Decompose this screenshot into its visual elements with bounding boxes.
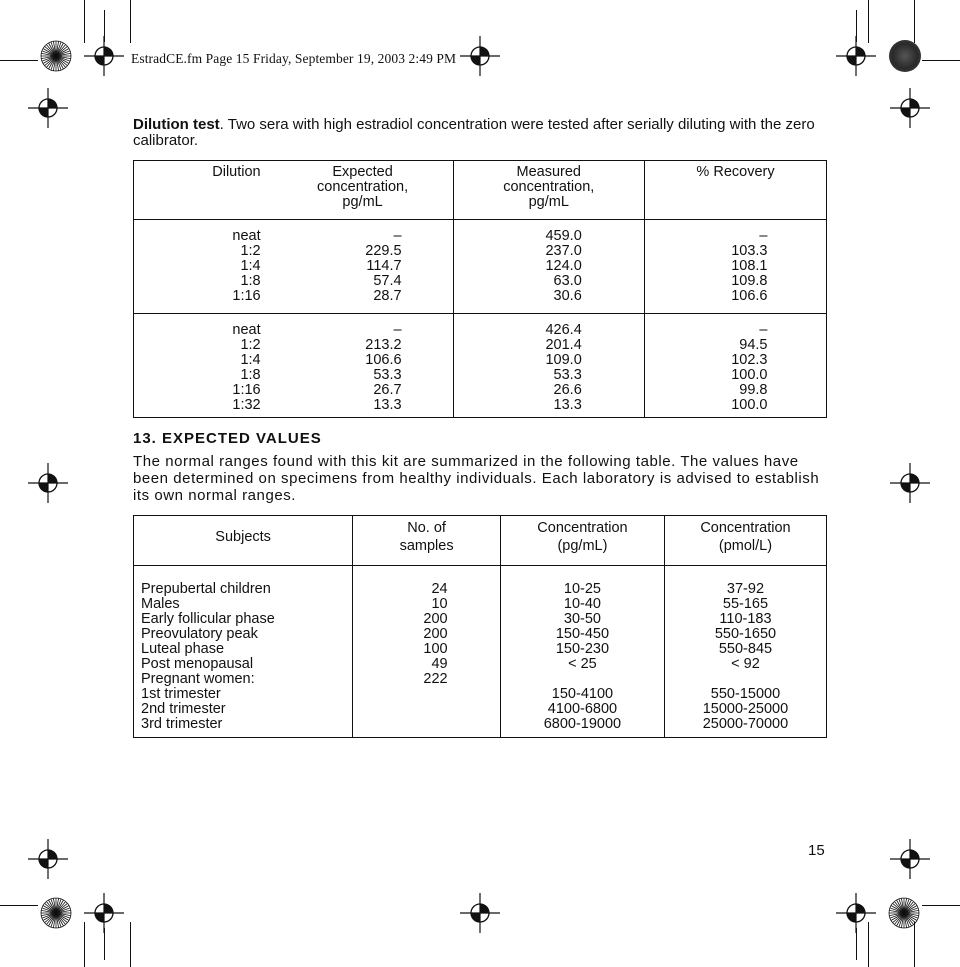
cell-value: 114.7 (366, 258, 402, 274)
table-cell (664, 566, 826, 598)
print-header: EstradCE.fm Page 15 Friday, September 19, 2003 2:49 PM (131, 51, 457, 66)
table-cell (134, 274, 273, 289)
cell-value: Early follicular phase (141, 611, 275, 627)
cell-value: 100.0 (731, 397, 768, 413)
table-row (134, 383, 827, 398)
cell-value: – (759, 228, 768, 244)
table-cell (134, 642, 353, 657)
table-row (134, 220, 827, 245)
crop-line (0, 905, 38, 906)
cell-value: 1st trimester (141, 686, 221, 702)
registration-mark-glyph (460, 36, 500, 76)
table-cell (645, 368, 827, 383)
registration-mark (84, 36, 124, 76)
crop-line (922, 905, 960, 906)
cell-value: 3rd trimester (141, 716, 223, 732)
table-row (134, 274, 827, 289)
registration-mark (890, 839, 930, 879)
table-cell (134, 398, 273, 418)
table-cell (134, 657, 353, 672)
table-cell (273, 383, 453, 398)
registration-mark (84, 893, 124, 933)
cell-value: 57.4 (373, 273, 402, 289)
cell-value: < 92 (731, 656, 760, 672)
registration-mark (460, 36, 500, 76)
table-row (134, 612, 827, 627)
cell-value: 10-25 (563, 581, 601, 597)
cell-value: 109.0 (545, 352, 582, 368)
cell-value: 1:16 (232, 382, 261, 398)
registration-mark (836, 893, 876, 933)
cell-value: 200 (423, 626, 448, 642)
cell-value: Pregnant women: (141, 671, 255, 687)
cell-value: 30.6 (553, 288, 582, 304)
column-header (664, 516, 826, 566)
cell-value: 550-15000 (710, 686, 781, 702)
cell-value: 213.2 (365, 337, 402, 353)
dilution-intro-title: Dilution test (133, 116, 220, 133)
cell-value: 106.6 (731, 288, 768, 304)
registration-mark-glyph (890, 839, 930, 879)
cell-value: 13.3 (553, 397, 582, 413)
column-header-line: Expected (332, 164, 393, 180)
table-cell (500, 566, 664, 598)
column-header-line: Measured (516, 164, 581, 180)
cell-value: Preovulatory peak (141, 626, 258, 642)
cell-value: 55-165 (722, 596, 769, 612)
cell-value: 150-450 (555, 626, 610, 642)
column-header-line: pg/mL (342, 194, 383, 210)
cell-value: 426.4 (545, 322, 582, 338)
table-cell (500, 597, 664, 612)
table-cell (664, 627, 826, 642)
cell-value: 10-40 (563, 596, 601, 612)
table-cell (353, 566, 501, 598)
star-target-bottom-right (888, 897, 920, 929)
table-row (134, 717, 827, 738)
cell-value: Post menopausal (141, 656, 254, 672)
table-cell (645, 314, 827, 339)
table-cell (134, 702, 353, 717)
dilution-intro (133, 117, 833, 149)
table-cell (353, 642, 501, 657)
table-cell (664, 597, 826, 612)
cell-value: – (759, 322, 768, 338)
table-cell (453, 368, 645, 383)
table-cell (353, 627, 501, 642)
reference-ranges-table (133, 515, 827, 738)
cell-value: 550-845 (718, 641, 773, 657)
table-cell (134, 220, 273, 245)
registration-mark-glyph (460, 893, 500, 933)
cell-value: 109.8 (731, 273, 768, 289)
cell-value: 150-4100 (551, 686, 614, 702)
cell-value: neat (232, 228, 261, 244)
crop-line (0, 60, 38, 61)
column-header-line: (pg/mL) (557, 538, 608, 554)
table-row (134, 642, 827, 657)
table-cell (353, 702, 501, 717)
table-cell (500, 687, 664, 702)
table-cell (353, 717, 501, 738)
table-cell (664, 687, 826, 702)
star-target-top-left-glyph (40, 40, 72, 72)
cell-value: 108.1 (731, 258, 768, 274)
cell-value: 1:2 (240, 243, 261, 259)
column-header (453, 161, 645, 220)
cell-value: 63.0 (553, 273, 582, 289)
column-header-line: Concentration (537, 520, 628, 536)
table-cell (134, 259, 273, 274)
table-cell (134, 244, 273, 259)
column-header (134, 516, 353, 566)
registration-mark (836, 36, 876, 76)
table-cell (664, 657, 826, 672)
column-header-line: % Recovery (696, 164, 775, 180)
column-header (645, 161, 827, 220)
table-cell (664, 672, 826, 687)
cell-value: 1:8 (240, 273, 261, 289)
registration-mark (890, 88, 930, 128)
column-header-line: (pmol/L) (718, 538, 773, 554)
table-cell (453, 353, 645, 368)
column-header-line: Concentration (700, 520, 791, 536)
registration-mark-glyph (84, 36, 124, 76)
crop-line (130, 922, 131, 967)
table-cell (500, 702, 664, 717)
table-cell (645, 398, 827, 418)
table-row (134, 597, 827, 612)
cell-value: < 25 (568, 656, 597, 672)
registration-mark-glyph (28, 88, 68, 128)
registration-mark-glyph (28, 839, 68, 879)
cell-value: 102.3 (731, 352, 768, 368)
table-row (134, 259, 827, 274)
table-cell (273, 353, 453, 368)
column-header-line: concentration, (503, 179, 595, 195)
table-cell (645, 220, 827, 245)
cell-value: 459.0 (545, 228, 582, 244)
column-header (134, 161, 273, 220)
table-cell (273, 398, 453, 418)
table-cell (453, 398, 645, 418)
table-row (134, 702, 827, 717)
cell-value: 26.7 (373, 382, 402, 398)
table-cell (134, 368, 273, 383)
registration-mark (28, 463, 68, 503)
cell-value: 53.3 (373, 367, 402, 383)
cell-value: 103.3 (731, 243, 768, 259)
cell-value: 13.3 (373, 397, 402, 413)
table-cell (134, 627, 353, 642)
table-cell (645, 353, 827, 368)
cell-value: 94.5 (739, 337, 768, 353)
table-cell (664, 717, 826, 738)
cell-value: 99.8 (739, 382, 768, 398)
table-cell (500, 657, 664, 672)
cell-value: 15000-25000 (702, 701, 789, 717)
cell-value: 1:4 (240, 258, 261, 274)
page-number: 15 (808, 842, 825, 859)
table-row (134, 566, 827, 598)
cell-value: 100 (423, 641, 448, 657)
table-row (134, 314, 827, 339)
registration-mark (28, 839, 68, 879)
table-cell (453, 220, 645, 245)
dilution-table (133, 160, 827, 418)
table-row (134, 244, 827, 259)
table-cell (273, 289, 453, 314)
section-heading: 13. EXPECTED VALUES (133, 430, 322, 447)
cell-value: neat (232, 322, 261, 338)
cell-value: 237.0 (545, 243, 582, 259)
table-cell (645, 244, 827, 259)
dilution-intro-text: . Two sera with high estradiol concentration were tested after serially diluting with the zero calibrator. (133, 116, 815, 149)
table-row (134, 672, 827, 687)
table-cell (273, 244, 453, 259)
table-row (134, 338, 827, 353)
cell-value: 10 (431, 596, 448, 612)
cell-value: Luteal phase (141, 641, 225, 657)
cell-value: 100.0 (731, 367, 768, 383)
table-cell (134, 597, 353, 612)
table-cell (134, 687, 353, 702)
registration-mark (890, 463, 930, 503)
table-cell (453, 338, 645, 353)
cell-value: 229.5 (365, 243, 402, 259)
table-cell (645, 289, 827, 314)
table-cell (273, 274, 453, 289)
cell-value: 4100-6800 (547, 701, 618, 717)
table-cell (134, 383, 273, 398)
table-cell (134, 612, 353, 627)
table-cell (353, 597, 501, 612)
table-cell (134, 289, 273, 314)
column-header-line: pg/mL (528, 194, 569, 210)
cell-value: 25000-70000 (702, 716, 789, 732)
column-header-line: concentration, (317, 179, 409, 195)
table-cell (664, 642, 826, 657)
table-cell (134, 353, 273, 368)
table-row (134, 368, 827, 383)
crop-line (130, 0, 131, 43)
table-cell (645, 274, 827, 289)
crop-line (922, 60, 960, 61)
table-cell (664, 702, 826, 717)
table-cell (453, 314, 645, 339)
table-cell (453, 259, 645, 274)
cell-value: 30-50 (563, 611, 601, 627)
table-cell (500, 612, 664, 627)
star-target-bottom-left-glyph (40, 897, 72, 929)
cell-value: 49 (431, 656, 448, 672)
table-cell (453, 274, 645, 289)
cell-value: 1:32 (232, 397, 261, 413)
table-row (134, 657, 827, 672)
cell-value: – (393, 322, 402, 338)
cell-value: 2nd trimester (141, 701, 226, 717)
table-cell (353, 612, 501, 627)
column-header-line: Subjects (215, 529, 271, 545)
star-target-bottom-right-glyph (888, 897, 920, 929)
cell-value: 26.6 (553, 382, 582, 398)
cell-value: 1:4 (240, 352, 261, 368)
table-cell (664, 612, 826, 627)
cell-value: 24 (431, 581, 448, 597)
cell-value: 222 (423, 671, 448, 687)
table-cell (134, 672, 353, 687)
cell-value: 200 (423, 611, 448, 627)
cell-value: 124.0 (545, 258, 582, 274)
table-cell (134, 717, 353, 738)
table-row (134, 627, 827, 642)
table-cell (353, 657, 501, 672)
table-cell (273, 338, 453, 353)
table-cell (645, 338, 827, 353)
registration-mark-glyph (890, 463, 930, 503)
star-target-top-left (40, 40, 72, 72)
grey-target-top-right (889, 40, 921, 72)
cell-value: 110-183 (719, 611, 772, 627)
crop-line (914, 0, 915, 43)
cell-value: 37-92 (726, 581, 765, 597)
column-header (353, 516, 501, 566)
cell-value: Males (141, 596, 180, 612)
table-cell (453, 289, 645, 314)
table-cell (273, 368, 453, 383)
table-row (134, 687, 827, 702)
cell-value: Prepubertal children (141, 581, 271, 597)
registration-mark-glyph (836, 36, 876, 76)
star-target-bottom-left (40, 897, 72, 929)
table-cell (273, 259, 453, 274)
cell-value: 53.3 (553, 367, 582, 383)
cell-value: 6800-19000 (543, 716, 622, 732)
column-header (500, 516, 664, 566)
table-cell (353, 672, 501, 687)
dilution-table-header (134, 161, 827, 220)
table-cell (453, 383, 645, 398)
section-body: The normal ranges found with this kit are summarized in the following table. The values have been determined on specimens from healthy individuals. Each laboratory is advised to establish its own normal ranges. (133, 453, 820, 504)
registration-mark-glyph (84, 893, 124, 933)
registration-mark (460, 893, 500, 933)
column-header-line: samples (399, 538, 454, 554)
table-row (134, 398, 827, 418)
table-cell (134, 566, 353, 598)
table-cell (500, 642, 664, 657)
cell-value: 1:8 (240, 367, 261, 383)
cell-value: 28.7 (373, 288, 402, 304)
cell-value: 1:16 (232, 288, 261, 304)
table-cell (353, 687, 501, 702)
table-row (134, 289, 827, 314)
cell-value: 550-1650 (714, 626, 777, 642)
table-cell (273, 220, 453, 245)
reference-table-header (134, 516, 827, 566)
registration-mark-glyph (28, 463, 68, 503)
table-cell (645, 259, 827, 274)
cell-value: 106.6 (365, 352, 402, 368)
table-cell (645, 383, 827, 398)
registration-mark-glyph (836, 893, 876, 933)
cell-value: 150-230 (555, 641, 610, 657)
table-cell (500, 717, 664, 738)
column-header-line: No. of (407, 520, 446, 536)
cell-value: 201.4 (545, 337, 582, 353)
table-cell (134, 338, 273, 353)
table-row (134, 353, 827, 368)
registration-mark (28, 88, 68, 128)
registration-mark-glyph (890, 88, 930, 128)
column-header-line: Dilution (212, 164, 261, 180)
column-header (273, 161, 453, 220)
table-cell (500, 672, 664, 687)
table-cell (134, 314, 273, 339)
table-cell (453, 244, 645, 259)
cell-value: – (393, 228, 402, 244)
table-cell (500, 627, 664, 642)
table-cell (273, 314, 453, 339)
cell-value: 1:2 (240, 337, 261, 353)
